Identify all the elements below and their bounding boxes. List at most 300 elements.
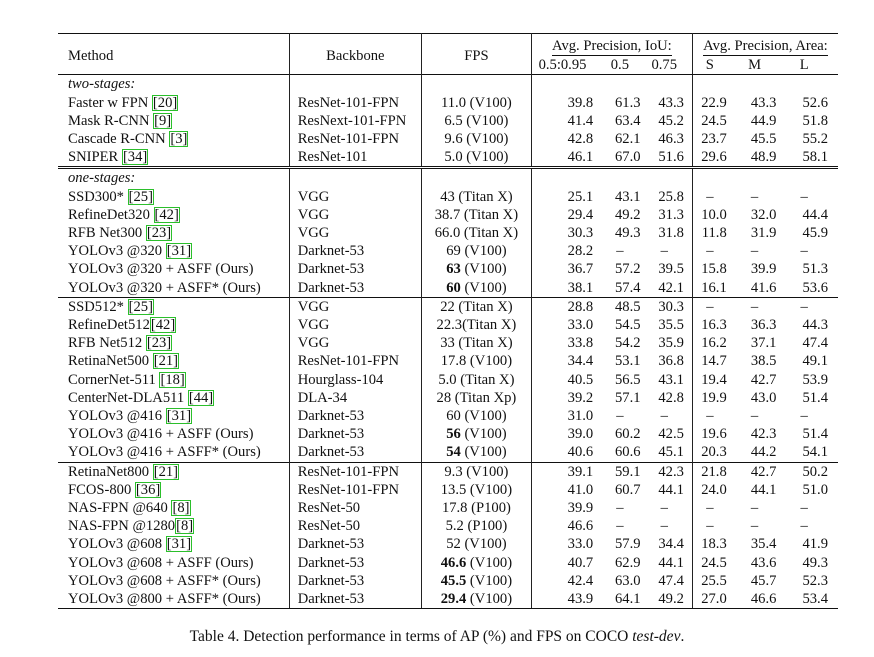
apm-cell: 36.3: [750, 317, 777, 334]
ap50-cell: 63.0: [614, 572, 641, 589]
method-name: YOLOv3 @320 + ASFF (Ours): [68, 261, 254, 278]
table-row: [58, 590, 838, 609]
fps-cell: 5.0 (Titan X): [422, 371, 532, 389]
ap75-cell: 25.8: [645, 188, 693, 206]
apm-cell: 42.3: [750, 426, 777, 443]
ap75-cell: 42.3: [645, 462, 693, 481]
citation-link[interactable]: [31]: [166, 408, 192, 425]
citation-link[interactable]: [20]: [152, 94, 178, 111]
method-name: RetinaNet500: [68, 353, 153, 370]
ap-cell: 28.2: [567, 243, 594, 260]
ap-cell: 39.9: [567, 500, 594, 517]
apl-cell: –: [800, 408, 808, 425]
table-row: [58, 517, 838, 535]
apm-cell: –: [750, 188, 759, 205]
ap50-cell: 59.1: [599, 462, 644, 481]
apm-cell: –: [733, 297, 781, 316]
ap50-cell: 48.5: [599, 297, 644, 316]
group-two-stages-blank-b: [599, 75, 644, 94]
apm-cell: –: [750, 408, 759, 425]
aps-cell: 25.5: [701, 572, 727, 589]
apl-cell: 49.1: [802, 353, 828, 370]
fps-cell: 69 (V100): [422, 242, 532, 260]
ap50-cell: 49.3: [614, 225, 641, 242]
aps-cell: 19.6: [701, 426, 727, 443]
apl-cell: 54.1: [802, 444, 828, 461]
apm-cell: 35.4: [750, 536, 777, 553]
ap50-cell: 63.4: [614, 112, 641, 129]
apm-cell: 32.0: [750, 206, 777, 223]
backbone-cell: Darknet-53: [289, 535, 421, 553]
aps-cell: 21.8: [692, 462, 732, 481]
ap50-cell: 61.3: [614, 94, 641, 111]
apl-cell: 50.2: [780, 462, 838, 481]
apl-cell: 51.8: [802, 112, 828, 129]
method-cell: [58, 130, 289, 148]
method-cell: [58, 425, 289, 443]
apl-cell: 51.3: [802, 261, 828, 278]
aps-cell: 19.9: [701, 389, 727, 406]
table-row: [58, 334, 838, 352]
method-cell: [58, 242, 289, 260]
method-name: YOLOv3 @608: [68, 536, 166, 553]
method-cell: [58, 224, 289, 242]
aps-cell: 24.5: [701, 112, 727, 129]
header-row-top: [58, 34, 838, 57]
method-name: Mask R-CNN: [68, 112, 154, 129]
ap-cell: 41.4: [567, 112, 594, 129]
method-cell: [58, 590, 289, 609]
ap50-cell: 53.1: [614, 353, 641, 370]
fps-value: 46.6: [440, 554, 467, 571]
apm-cell: 46.6: [733, 590, 781, 609]
ap75-cell: 49.2: [645, 590, 693, 609]
method-cell: [58, 112, 289, 130]
method-cell: [58, 535, 289, 553]
ap75-cell: 51.6: [645, 148, 693, 168]
aps-cell: 16.3: [701, 317, 727, 334]
ap75-cell: 45.1: [645, 443, 693, 462]
group-one-stages-blank-f: [780, 168, 838, 188]
citation-link[interactable]: [18]: [160, 371, 185, 388]
ap-cell: 34.4: [567, 353, 594, 370]
table-row: [58, 572, 838, 590]
method-name: YOLOv3 @416 + ASFF* (Ours): [68, 444, 261, 461]
aps-cell: –: [706, 408, 714, 425]
aps-cell: –: [706, 243, 714, 260]
ap-cell: 42.8: [567, 131, 594, 148]
apm-cell: 37.1: [750, 335, 777, 352]
method-name: YOLOv3 @320: [68, 243, 166, 260]
ap50-cell: –: [616, 408, 624, 425]
aps-cell: 23.7: [701, 131, 727, 148]
method-cell: [58, 188, 289, 206]
table-row: [58, 425, 838, 443]
ap-cell: 36.7: [567, 261, 594, 278]
apm-cell: 45.5: [750, 131, 777, 148]
apm-cell: 42.7: [750, 371, 777, 388]
group-one-stages: [58, 168, 838, 188]
fps-cell: 17.8 (V100): [422, 352, 532, 370]
header-apm: M: [733, 56, 781, 75]
backbone-cell: VGG: [289, 224, 421, 242]
citation-link[interactable]: [21]: [153, 463, 179, 480]
group-two-stages-blank-e: [733, 75, 781, 94]
group-one-stages-blank-fps: [422, 168, 532, 188]
group-two-stages: [58, 75, 838, 94]
apl-cell: 53.6: [802, 279, 828, 296]
aps-cell: 16.2: [701, 335, 727, 352]
ap-cell: 33.0: [567, 317, 594, 334]
citation-link[interactable]: [31]: [166, 536, 192, 553]
header-ap-iou: [531, 34, 692, 57]
aps-cell: 24.0: [701, 481, 727, 498]
table-row: [58, 130, 838, 148]
ap50-cell: 62.1: [614, 131, 641, 148]
aps-cell: 11.8: [701, 225, 727, 242]
apm-cell: –: [750, 518, 759, 535]
apl-cell: 55.2: [802, 131, 828, 148]
backbone-cell: ResNet-101-FPN: [289, 462, 421, 481]
group-one-stages-blank-backbone: [289, 168, 421, 188]
backbone-cell: VGG: [289, 334, 421, 352]
ap75-cell: 36.8: [645, 352, 693, 370]
method-cell: [58, 443, 289, 462]
method-name: CornerNet-511: [68, 371, 160, 388]
ap-cell: 41.0: [567, 481, 594, 498]
ap75-cell: 46.3: [645, 130, 693, 148]
ap-cell: 33.0: [567, 536, 594, 553]
table-caption: [0, 628, 874, 646]
ap-cell: 33.8: [567, 335, 594, 352]
method-name: FCOS-800: [68, 481, 135, 498]
method-cell: [58, 297, 289, 316]
apm-cell: 43.6: [750, 554, 777, 571]
group-two-stages-blank-backbone: [289, 75, 421, 94]
header-ap: 0.5:0.95: [531, 56, 599, 75]
header-apl: L: [780, 56, 838, 75]
apm-cell: 48.9: [750, 149, 777, 166]
fps-cell: 9.3 (V100): [422, 462, 532, 481]
apm-cell: –: [750, 243, 759, 260]
backbone-cell: ResNet-50: [289, 517, 421, 535]
ap50-cell: 43.1: [614, 188, 641, 205]
apl-cell: –: [800, 500, 808, 517]
backbone-cell: VGG: [289, 188, 421, 206]
citation-link[interactable]: [25]: [128, 188, 153, 205]
fps-cell: 11.0 (V100): [422, 94, 532, 112]
citation-link[interactable]: [42]: [150, 317, 176, 334]
method-name: CenterNet-DLA511: [68, 389, 188, 406]
method-name: SSD512*: [68, 298, 128, 315]
table-header: [58, 34, 838, 75]
ap50-cell: 62.9: [614, 554, 641, 571]
table-row: [58, 112, 838, 130]
caption-suffix: .: [680, 628, 685, 645]
method-cell: [58, 481, 289, 499]
aps-cell: –: [692, 297, 732, 316]
method-cell: [58, 279, 289, 298]
method-cell: [58, 334, 289, 352]
method-name: NAS-FPN @1280: [68, 518, 176, 535]
fps-value: 29.4: [440, 591, 467, 608]
aps-cell: –: [706, 500, 714, 517]
ap-cell: 39.1: [531, 462, 599, 481]
apm-cell: 31.9: [750, 225, 777, 242]
ap50-cell: –: [616, 243, 624, 260]
apm-cell: 44.2: [750, 444, 777, 461]
table-row: [58, 407, 838, 425]
ap50-cell: 60.2: [614, 426, 641, 443]
header-aps: S: [692, 56, 732, 75]
table-row: [58, 148, 838, 168]
ap-cell: 40.5: [567, 371, 594, 388]
fps-cell: [422, 572, 532, 590]
table-row: [58, 389, 838, 407]
header-ap-area-text: Avg. Precision, Area:: [703, 37, 828, 56]
ap-cell: 25.1: [567, 188, 594, 205]
apm-cell: 44.1: [750, 481, 777, 498]
method-cell: [58, 389, 289, 407]
citation-link[interactable]: [44]: [188, 389, 214, 406]
table-row: [58, 481, 838, 499]
apl-cell: 44.4: [802, 206, 828, 223]
fps-cell: [422, 443, 532, 462]
table-body: [58, 75, 838, 609]
citation-link[interactable]: [8]: [176, 518, 194, 535]
ap-cell: 40.6: [567, 444, 594, 461]
ap50-cell: 64.1: [599, 590, 644, 609]
fps-value: 56: [446, 426, 461, 443]
table-row: [58, 316, 838, 334]
fps-cell: [422, 279, 532, 298]
ap75-cell: –: [645, 517, 693, 535]
ap50-cell: 49.2: [614, 206, 641, 223]
ap50-cell: 57.9: [614, 536, 641, 553]
group-one-stages-blank-b: [599, 168, 644, 188]
fps-cell: [422, 425, 532, 443]
backbone-cell: Darknet-53: [289, 279, 421, 298]
apl-cell: 51.0: [802, 481, 828, 498]
table-row: [58, 94, 838, 112]
ap75-cell: –: [645, 407, 693, 425]
aps-cell: 19.4: [701, 371, 727, 388]
citation-link[interactable]: [34]: [122, 149, 148, 166]
apm-cell: –: [750, 500, 759, 517]
fps-cell: 22 (Titan X): [422, 297, 532, 316]
ap50-cell: 57.1: [614, 389, 641, 406]
fps-value: 63: [446, 261, 461, 278]
aps-cell: 22.9: [701, 94, 727, 111]
apm-cell: 42.7: [733, 462, 781, 481]
method-cell: [58, 554, 289, 572]
backbone-cell: Darknet-53: [289, 443, 421, 462]
ap-cell: 29.4: [567, 206, 594, 223]
table-row: [58, 279, 838, 298]
method-name: RefineDet320: [68, 206, 154, 223]
group-one-stages-blank-d: [692, 168, 732, 188]
method-name: SSD300*: [68, 188, 128, 205]
ap-cell: 42.4: [567, 572, 594, 589]
method-cell: [58, 371, 289, 389]
header-backbone: Backbone: [289, 34, 421, 75]
ap50-cell: –: [616, 518, 624, 535]
table-row: [58, 352, 838, 370]
citation-link[interactable]: [36]: [135, 481, 161, 498]
header-fps: FPS: [422, 34, 532, 75]
fps-cell: [422, 590, 532, 609]
backbone-cell: Darknet-53: [289, 572, 421, 590]
table-row: [58, 371, 838, 389]
group-one-stages-label: one-stages:: [58, 168, 289, 188]
header-ap-area: [692, 34, 838, 57]
caption-italic: test-dev: [632, 628, 681, 645]
group-two-stages-blank-a: [531, 75, 599, 94]
ap-cell: 38.1: [567, 279, 594, 296]
method-cell: [58, 260, 289, 278]
aps-cell: 14.7: [701, 353, 727, 370]
fps-value: 60: [446, 279, 461, 296]
citation-link[interactable]: [3]: [170, 131, 188, 148]
apl-cell: 53.4: [780, 590, 838, 609]
ap-cell: 43.9: [531, 590, 599, 609]
header-ap50: 0.5: [599, 56, 644, 75]
citation-link[interactable]: [21]: [153, 353, 179, 370]
fps-cell: 52 (V100): [422, 535, 532, 553]
backbone-cell: Darknet-53: [289, 590, 421, 609]
fps-cell: 43 (Titan X): [422, 188, 532, 206]
aps-cell: 29.6: [701, 149, 727, 166]
apl-cell: 52.3: [802, 572, 828, 589]
ap75-cell: –: [645, 499, 693, 517]
ap75-cell: 39.5: [645, 260, 693, 278]
table-row: [58, 224, 838, 242]
aps-cell: –: [706, 518, 714, 535]
group-two-stages-blank-f: [780, 75, 838, 94]
backbone-cell: ResNet-101: [289, 148, 421, 168]
ap75-cell: 45.2: [645, 112, 693, 130]
fps-cell: 22.3(Titan X): [422, 316, 532, 334]
ap50-cell: 67.0: [614, 149, 641, 166]
header-method: Method: [58, 34, 289, 75]
results-table: [58, 33, 838, 609]
apm-cell: 41.6: [750, 279, 777, 296]
aps-cell: 10.0: [701, 206, 727, 223]
backbone-cell: ResNet-101-FPN: [289, 481, 421, 499]
citation-link[interactable]: [23]: [146, 335, 172, 352]
ap50-cell: 56.5: [614, 371, 641, 388]
ap75-cell: –: [645, 242, 693, 260]
ap75-cell: 31.3: [645, 206, 693, 224]
backbone-cell: ResNet-50: [289, 499, 421, 517]
citation-link[interactable]: [42]: [154, 206, 179, 223]
apl-cell: 53.9: [802, 371, 828, 388]
ap-cell: 39.8: [567, 94, 594, 111]
ap50-cell: 60.6: [614, 444, 641, 461]
method-name: SNIPER: [68, 149, 122, 166]
apm-cell: 43.3: [750, 94, 777, 111]
group-two-stages-blank-fps: [422, 75, 532, 94]
group-one-stages-blank-a: [531, 168, 599, 188]
fps-cell: 6.5 (V100): [422, 112, 532, 130]
table-row: [58, 242, 838, 260]
group-two-stages-label: two-stages:: [58, 75, 289, 94]
citation-link[interactable]: [23]: [146, 225, 172, 242]
ap-cell: 46.6: [567, 518, 594, 535]
apl-cell: 41.9: [802, 536, 828, 553]
ap-cell: 30.3: [567, 225, 594, 242]
ap50-cell: 54.5: [614, 317, 641, 334]
group-one-stages-blank-e: [733, 168, 781, 188]
fps-device: (V100): [466, 554, 513, 571]
method-cell: [58, 148, 289, 168]
ap-cell: 31.0: [567, 408, 594, 425]
method-name: YOLOv3 @800 + ASFF* (Ours): [68, 591, 261, 608]
method-cell: [58, 352, 289, 370]
citation-link[interactable]: [9]: [154, 112, 172, 129]
citation-link[interactable]: [25]: [128, 298, 153, 315]
fps-device: (V100): [466, 591, 513, 608]
citation-link[interactable]: [8]: [172, 500, 190, 517]
apl-cell: –: [800, 518, 808, 535]
ap75-cell: 43.1: [645, 371, 693, 389]
method-name: Faster w FPN: [68, 94, 152, 111]
method-name: YOLOv3 @608 + ASFF* (Ours): [68, 572, 261, 589]
apm-cell: 39.9: [750, 261, 777, 278]
ap50-cell: 57.2: [614, 261, 641, 278]
table-row: [58, 206, 838, 224]
aps-cell: 20.3: [701, 444, 727, 461]
fps-value: 45.5: [440, 572, 467, 589]
ap50-cell: –: [616, 500, 624, 517]
ap75-cell: 35.5: [645, 316, 693, 334]
backbone-cell: ResNext-101-FPN: [289, 112, 421, 130]
header-ap-iou-text: Avg. Precision, IoU:: [552, 37, 672, 56]
group-one-stages-blank-c: [645, 168, 693, 188]
ap75-cell: 43.3: [645, 94, 693, 112]
fps-cell: 38.7 (Titan X): [422, 206, 532, 224]
method-cell: [58, 517, 289, 535]
table-row: [58, 535, 838, 553]
apl-cell: 51.4: [802, 426, 828, 443]
fps-device: (V100): [460, 261, 507, 278]
ap50-cell: 57.4: [614, 279, 641, 296]
ap75-cell: 42.8: [645, 389, 693, 407]
method-cell: [58, 462, 289, 481]
aps-cell: 27.0: [692, 590, 732, 609]
method-cell: [58, 407, 289, 425]
fps-cell: [422, 260, 532, 278]
fps-device: (V100): [460, 444, 507, 461]
ap-cell: 39.2: [567, 389, 594, 406]
fps-cell: 28 (Titan Xp): [422, 389, 532, 407]
apm-cell: 44.9: [750, 112, 777, 129]
fps-cell: 13.5 (V100): [422, 481, 532, 499]
ap75-cell: 35.9: [645, 334, 693, 352]
method-name: NAS-FPN @640: [68, 500, 172, 517]
apl-cell: –: [800, 243, 808, 260]
backbone-cell: ResNet-101-FPN: [289, 352, 421, 370]
fps-cell: 33 (Titan X): [422, 334, 532, 352]
ap50-cell: 60.7: [614, 481, 641, 498]
backbone-cell: Darknet-53: [289, 554, 421, 572]
ap75-cell: 44.1: [645, 554, 693, 572]
citation-link[interactable]: [31]: [166, 243, 192, 260]
apl-cell: 47.4: [802, 335, 828, 352]
fps-cell: 5.0 (V100): [422, 148, 532, 168]
fps-cell: [422, 554, 532, 572]
ap50-cell: 54.2: [614, 335, 641, 352]
